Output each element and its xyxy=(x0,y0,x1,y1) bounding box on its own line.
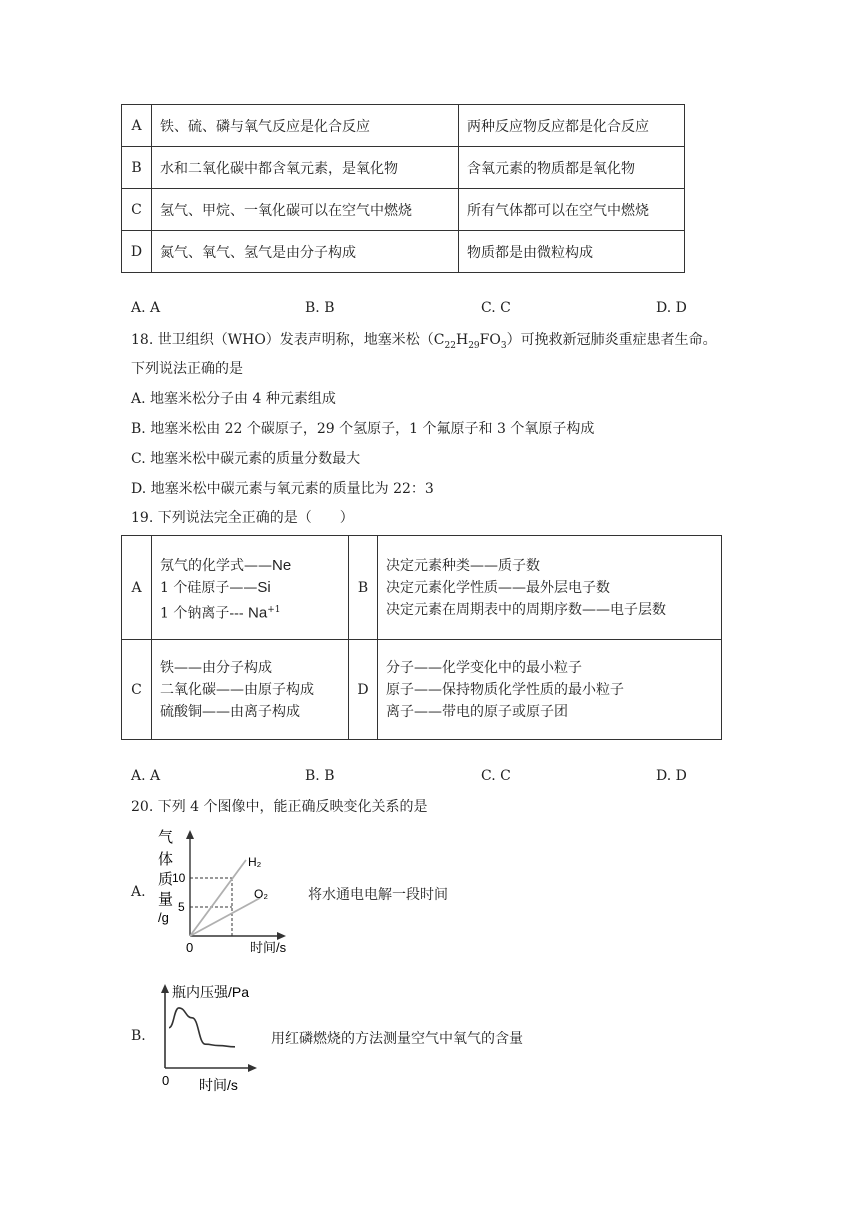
graph-b-pressure-curve xyxy=(169,1008,235,1047)
q17-row-letter: C xyxy=(122,189,152,231)
graph-a-tick-10: 10 xyxy=(172,871,186,885)
q19-cell-a xyxy=(152,536,349,640)
graph-a-x-arrow xyxy=(277,932,286,940)
q20-graph-b xyxy=(155,980,270,1095)
q19-cell-c xyxy=(152,640,349,740)
q19-option-b[interactable]: B. B xyxy=(305,768,335,784)
q17-row-c xyxy=(122,189,685,231)
q19-cell-b xyxy=(378,536,722,640)
graph-b-x-arrow xyxy=(248,1064,257,1072)
q17-row-b xyxy=(122,147,685,189)
q18-stem-line2: 下列说法正确的是 xyxy=(131,361,243,377)
q20-stem: 20. 下列 4 个图像中，能正确反映变化关系的是 xyxy=(131,799,428,815)
graph-a-y-arrow xyxy=(186,830,194,839)
q19-letter-b: B xyxy=(349,536,378,640)
graph-a-h2-line xyxy=(190,860,246,936)
q17-cell-right: 物质都是由微粒构成 xyxy=(459,231,685,273)
q19-d-line3: 离子——带电的原子或原子团 xyxy=(386,703,568,720)
q17-row-a xyxy=(122,105,685,147)
q20-graph-a xyxy=(150,826,300,956)
q17-option-a[interactable]: A. A xyxy=(131,300,161,316)
q17-row-letter: B xyxy=(122,147,152,189)
graph-b-ylabel: 瓶内压强/Pa xyxy=(172,984,250,1000)
q19-c-line1: 铁——由分子构成 xyxy=(160,659,272,676)
q17-option-d[interactable]: D. D xyxy=(656,300,687,316)
q19-letter-c: C xyxy=(122,640,152,740)
q17-cell-right: 两种反应物反应都是化合反应 xyxy=(459,105,685,147)
graph-a-origin: 0 xyxy=(186,940,194,955)
q17-cell-right: 含氧元素的物质都是氧化物 xyxy=(459,147,685,189)
q17-cell-left: 铁、硫、磷与氧气反应是化合反应 xyxy=(152,105,459,147)
q19-d-line2: 原子——保持物质化学性质的最小粒子 xyxy=(386,681,624,698)
graph-a-ylabel-2: 体 xyxy=(158,850,174,868)
q19-letter-a: A xyxy=(122,536,152,640)
graph-a-ylabel-5: /g xyxy=(158,910,169,925)
graph-a-ylabel-1: 气 xyxy=(158,828,174,846)
q17-cell-left: 氢气、甲烷、一氧化碳可以在空气中燃烧 xyxy=(152,189,459,231)
q17-row-d xyxy=(122,231,685,273)
q17-cell-left: 水和二氧化碳中都含氧元素，是氧化物 xyxy=(152,147,459,189)
q19-a-line2: 1 个硅原子——Si xyxy=(160,578,271,596)
q17-row-letter: D xyxy=(122,231,152,273)
q18-choice-b[interactable]: B. 地塞米松由 22 个碳原子，29 个氢原子，1 个氟原子和 3 个氧原子构成 xyxy=(131,421,595,437)
q17-cell-right: 所有气体都可以在空气中燃烧 xyxy=(459,189,685,231)
q18-choice-a[interactable]: A. 地塞米松分子由 4 种元素组成 xyxy=(131,391,336,407)
q19-option-c[interactable]: C. C xyxy=(481,768,511,784)
graph-a-ylabel-3: 质 xyxy=(158,870,174,888)
q19-b-line3: 决定元素在周期表中的周期序数——电子层数 xyxy=(386,601,666,618)
graph-b-y-arrow xyxy=(161,984,169,993)
q19-c-line2: 二氧化碳——由原子构成 xyxy=(160,681,314,698)
q18-formula: $C_{22}H_{29}FO_3$ xyxy=(433,332,507,351)
q20-option-b-label[interactable]: B. xyxy=(131,1028,146,1044)
q19-d-line1: 分子——化学变化中的最小粒子 xyxy=(386,659,582,676)
q18-choice-d[interactable]: D. 地塞米松中碳元素与氧元素的质量比为 22：3 xyxy=(131,481,434,497)
q19-letter-d: D xyxy=(349,640,378,740)
q18-choice-c[interactable]: C. 地塞米松中碳元素的质量分数最大 xyxy=(131,451,361,467)
q17-cell-left: 氮气、氧气、氢气是由分子构成 xyxy=(152,231,459,273)
q19-a-line1: 氖气的化学式——Ne xyxy=(160,556,292,574)
graph-a-o2-line xyxy=(190,898,260,936)
graph-a-tick-5: 5 xyxy=(178,900,185,914)
graph-a-xlabel: 时间/s xyxy=(250,940,287,955)
q17-table xyxy=(121,104,685,273)
q20-graph-a-desc: 将水通电电解一段时间 xyxy=(308,887,448,903)
graph-b-xlabel: 时间/s xyxy=(199,1077,238,1093)
q17-option-c[interactable]: C. C xyxy=(481,300,511,316)
q19-option-a[interactable]: A. A xyxy=(131,768,161,784)
q19-b-line2: 决定元素化学性质——最外层电子数 xyxy=(386,579,610,596)
q20-graph-b-desc: 用红磷燃烧的方法测量空气中氧气的含量 xyxy=(271,1031,523,1047)
q19-c-line3: 硫酸铜——由离子构成 xyxy=(160,703,300,720)
graph-a-h2-label: H₂ xyxy=(248,855,262,869)
q17-row-letter: A xyxy=(122,105,152,147)
q19-row-1 xyxy=(122,536,722,640)
graph-a-o2-label: O₂ xyxy=(254,887,268,901)
q18-stem-pre: 18. 世卫组织（WHO）发表声明称，地塞米松（ xyxy=(131,332,434,348)
q19-option-d[interactable]: D. D xyxy=(656,768,687,784)
q18-stem-post: ）可挽救新冠肺炎重症患者生命。 xyxy=(506,332,717,348)
q19-a-line3: 1 个钠离子--- $Na^{+1}$ xyxy=(160,604,281,622)
q19-stem: 19. 下列说法完全正确的是（ ） xyxy=(131,510,354,526)
graph-a-ylabel-4: 量 xyxy=(158,890,174,908)
q19-b-line1: 决定元素种类——质子数 xyxy=(386,557,540,574)
graph-b-origin: 0 xyxy=(162,1073,170,1088)
q19-row-2 xyxy=(122,640,722,740)
q19-cell-d xyxy=(378,640,722,740)
q18-stem xyxy=(131,329,717,351)
q20-option-a-label[interactable]: A. xyxy=(131,884,146,900)
q17-option-b[interactable]: B. B xyxy=(305,300,335,316)
q19-table xyxy=(121,535,722,740)
